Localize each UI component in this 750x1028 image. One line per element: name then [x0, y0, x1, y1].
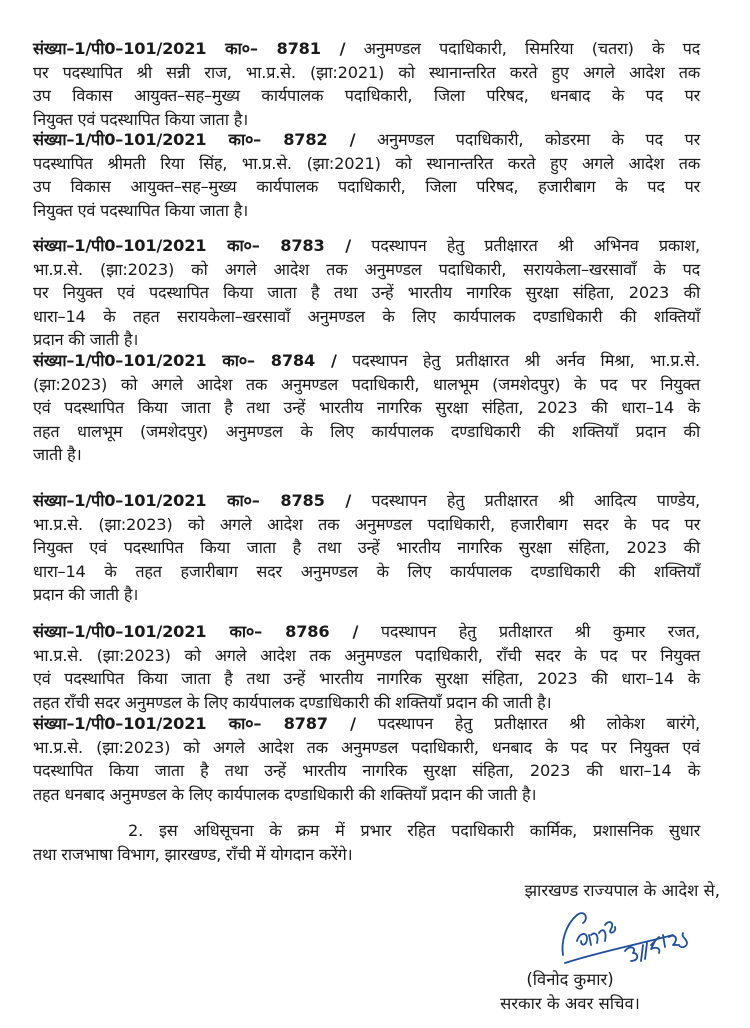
order-entry	[33, 128, 700, 222]
order-entry	[33, 489, 700, 607]
entry-text: पदस्थापन हेतु प्रतीक्षारत श्री अभिनव प्रकाश,	[350, 236, 701, 255]
clause-line	[33, 819, 700, 843]
order-entry	[33, 234, 700, 352]
entry-line: प्रदान की जाती है।	[33, 330, 139, 350]
entry-line: प्रदान की जाती है।	[33, 585, 139, 605]
entry-line: पर पदस्थापित श्री सन्नी राज, भा.प्र.से. (झा:2021) को स्थानान्तरित करते हुए अगले आदेश तक	[33, 62, 700, 82]
entry-line	[33, 489, 700, 513]
entry-text: पदस्थापन हेतु प्रतीक्षारत श्री अर्नव मिश्रा, भा.प्र.से.	[336, 351, 700, 370]
signatory-name: (विनोद कुमार)	[526, 970, 614, 989]
entry-line: तहत धालभूम (जमशेदपुर) अनुमण्डल के लिए कार्यपालक दण्डाधिकारी की शक्तियाँ प्रदान की	[33, 421, 700, 441]
entry-line: धारा–14 के तहत हजारीबाग सदर अनुमण्डल के लिए कार्यपालक दण्डाधिकारी की शक्तियाँ	[33, 561, 700, 581]
entry-line	[33, 620, 700, 644]
signatory-designation: सरकार के अवर सचिव।	[500, 994, 640, 1013]
entry-line: धारा–14 के तहत सरायकेला–खरसावाँ अनुमण्डल के लिए कार्यपालक दण्डाधिकारी की शक्तियाँ	[33, 306, 700, 326]
entry-line: पदस्थापित श्रीमती रिया सिंह, भा.प्र.से. (झा:2021) को स्थानान्तरित करते हुए अगले आदेश तक	[33, 153, 700, 173]
entry-line: जाती है।	[33, 445, 82, 465]
entry-text: पदस्थापन हेतु प्रतीक्षारत श्री लोकेश बारंगे,	[355, 714, 700, 733]
entry-line: उप विकास आयुक्त–सह–मुख्य कार्यपालक पदाधिकारी, जिला परिषद, धनबाद के पद पर	[33, 86, 700, 106]
order-entry	[33, 712, 700, 806]
entry-line	[33, 128, 700, 152]
order-reference: संख्या–1/पी0–101/2021 का०– 8786 /	[33, 622, 359, 641]
governor-order-line: झारखण्ड राज्यपाल के आदेश से,	[524, 881, 720, 900]
order-reference: संख्या–1/पी0–101/2021 का०– 8785 /	[33, 491, 352, 510]
order-entry	[33, 37, 700, 131]
order-reference: संख्या–1/पी0–101/2021 का०– 8782 /	[33, 130, 356, 149]
order-entry	[33, 349, 700, 467]
entry-line: एवं पदस्थापित किया जाता है तथा उन्हें भारतीय नागरिक सुरक्षा संहिता, 2023 की धारा–14 के	[33, 398, 700, 418]
order-reference: संख्या–1/पी0–101/2021 का०– 8784 /	[33, 351, 337, 370]
entry-line	[33, 349, 700, 373]
entry-line: भा.प्र.से. (झा:2023) को अगले आदेश तक अनुमण्डल पदाधिकारी, राँची सदर के पद पर नियुक्त	[33, 645, 700, 665]
clause-text: 2. इस अधिसूचना के क्रम में प्रभार रहित पदाधिकारी कार्मिक, प्रशासनिक सुधार	[128, 821, 700, 840]
entry-line: उप विकास आयुक्त–सह–मुख्य कार्यपालक पदाधिकारी, जिला परिषद, हजारीबाग के पद पर	[33, 177, 700, 197]
clause-line: तथा राजभाषा विभाग, झारखण्ड, राँची में योगदान करेंगे।	[33, 844, 353, 864]
entry-text: पदस्थापन हेतु प्रतीक्षारत श्री आदित्य पाण्डेय,	[351, 491, 700, 510]
order-reference: संख्या–1/पी0–101/2021 का०– 8783 /	[33, 236, 351, 255]
order-reference: संख्या–1/पी0–101/2021 का०– 8787 /	[33, 714, 356, 733]
entry-line: तहत राँची सदर अनुमण्डल के लिए कार्यपालक दण्डाधिकारी की शक्तियाँ प्रदान की जाती है।	[33, 692, 552, 712]
entry-line: पदस्थापित किया जाता है तथा उन्हें भारतीय नागरिक सुरक्षा संहिता, 2023 की धारा–14 के	[33, 761, 700, 781]
entry-line: नियुक्त एवं पदस्थापित किया जाता है।	[33, 200, 249, 220]
entry-line	[33, 712, 700, 736]
order-entry	[33, 620, 700, 714]
entry-line: पर नियुक्त एवं पदस्थापित किया जाता है तथा उन्हें भारतीय नागरिक सुरक्षा संहिता, 2023 की	[33, 283, 700, 303]
handwritten-signature	[555, 905, 705, 975]
entry-line: भा.प्र.से. (झा:2023) को अगले आदेश तक अनुमण्डल पदाधिकारी, धनबाद के पद पर नियुक्त एवं	[33, 737, 700, 757]
entry-line: भा.प्र.से. (झा:2023) को अगले आदेश तक अनुमण्डल पदाधिकारी, हजारीबाग सदर के पद पर	[33, 514, 700, 534]
order-reference: संख्या–1/पी0–101/2021 का०– 8781 /	[33, 39, 346, 58]
entry-line	[33, 234, 700, 258]
entry-line: भा.प्र.से. (झा:2023) को अगले आदेश तक अनुमण्डल पदाधिकारी, सरायकेला–खरसावाँ के पद	[33, 259, 700, 279]
entry-line: नियुक्त एवं पदस्थापित किया जाता है तथा उन्हें भारतीय नागरिक सुरक्षा संहिता, 2023 की	[33, 538, 700, 558]
entry-line: नियुक्त एवं पदस्थापित किया जाता है।	[33, 109, 249, 129]
entry-line: एवं पदस्थापित किया जाता है तथा उन्हें भारतीय नागरिक सुरक्षा संहिता, 2023 की धारा–14 के	[33, 669, 700, 689]
entry-line: तहत धनबाद अनुमण्डल के लिए कार्यपालक दण्डाधिकारी की शक्तियाँ प्रदान की जाती है।	[33, 784, 537, 804]
entry-line	[33, 37, 700, 61]
clause-2	[33, 819, 700, 866]
entry-text: अनुमण्डल पदाधिकारी, सिमरिया (चतरा) के पद	[345, 39, 701, 58]
entry-line: (झा:2023) को अगले आदेश तक अनुमण्डल पदाधिकारी, धालभूम (जमशेदपुर) के पद पर नियुक्त	[33, 374, 700, 394]
entry-text: पदस्थापन हेतु प्रतीक्षारत श्री कुमार रजत,	[358, 622, 700, 641]
entry-text: अनुमण्डल पदाधिकारी, कोडरमा के पद पर	[355, 130, 700, 149]
